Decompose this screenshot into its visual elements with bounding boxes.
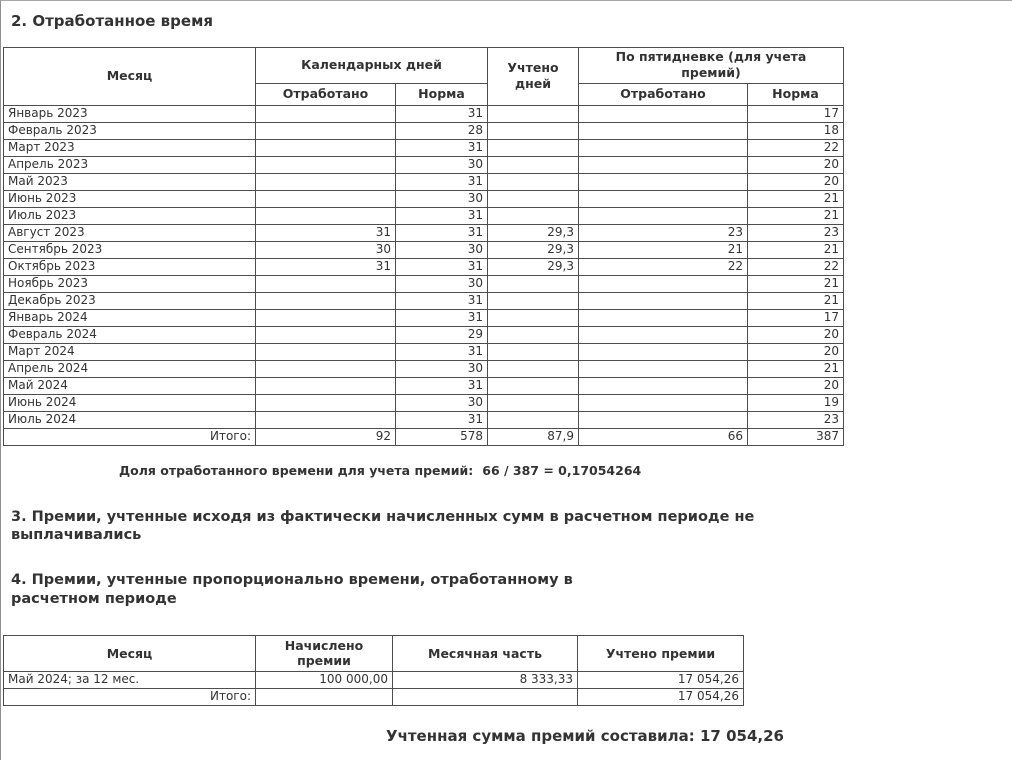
table-row <box>4 377 844 394</box>
table-row <box>4 411 844 428</box>
value-cell: 8 333,33 <box>393 671 578 688</box>
value-cell <box>256 156 396 173</box>
value-cell <box>256 309 396 326</box>
value-cell: 17 <box>748 309 844 326</box>
month-cell: Июнь 2023 <box>4 190 256 207</box>
share-label: Доля отработанного времени для учета премий: <box>119 462 474 478</box>
value-cell <box>256 394 396 411</box>
col-header-counted-days: Учтено дней <box>488 47 579 105</box>
value-cell: 23 <box>579 224 748 241</box>
col-header-five-day-group: По пятидневке (для учета премий) <box>579 47 844 83</box>
value-cell <box>256 360 396 377</box>
value-cell: 29 <box>396 326 488 343</box>
value-cell: 28 <box>396 122 488 139</box>
value-cell: 21 <box>748 275 844 292</box>
worked-time-table-body <box>4 105 844 428</box>
total-calendar-norm: 578 <box>396 428 488 445</box>
value-cell: 22 <box>748 139 844 156</box>
value-cell <box>488 275 579 292</box>
value-cell: 20 <box>748 326 844 343</box>
value-cell: 17 <box>748 105 844 122</box>
total-label: Итого: <box>4 428 256 445</box>
table-row <box>4 190 844 207</box>
total-accrued-bonus <box>256 688 393 705</box>
col-header-calendar-worked: Отработано <box>256 83 396 105</box>
value-cell: 20 <box>748 343 844 360</box>
table-row <box>4 326 844 343</box>
total-counted-days: 87,9 <box>488 428 579 445</box>
value-cell <box>488 411 579 428</box>
total-monthly-part <box>393 688 578 705</box>
col-header-five-worked: Отработано <box>579 83 748 105</box>
total-five-norm: 387 <box>748 428 844 445</box>
section3-title: 3. Премии, учтенные исходя из фактически начисленных сумм в расчетном периоде не выплачивались <box>11 508 755 544</box>
value-cell: 22 <box>748 258 844 275</box>
value-cell: 21 <box>748 292 844 309</box>
value-cell: 31 <box>396 411 488 428</box>
value-cell: 17 054,26 <box>578 671 744 688</box>
value-cell: 31 <box>396 309 488 326</box>
month-cell: Июль 2024 <box>4 411 256 428</box>
table-row <box>4 139 844 156</box>
worked-time-table <box>3 47 844 446</box>
value-cell: 31 <box>256 258 396 275</box>
table-row <box>4 275 844 292</box>
col-header-calendar-days-group: Календарных дней <box>256 47 488 83</box>
value-cell <box>579 275 748 292</box>
month-cell: Май 2024; за 12 мес. <box>4 671 256 688</box>
value-cell: 18 <box>748 122 844 139</box>
counted-bonus-total-line: Учтенная сумма премий составила: 17 054,26 <box>386 726 784 745</box>
table-row <box>4 241 844 258</box>
value-cell: 31 <box>396 292 488 309</box>
value-cell <box>488 139 579 156</box>
value-cell <box>488 207 579 224</box>
value-cell: 20 <box>748 156 844 173</box>
value-cell <box>256 105 396 122</box>
value-cell <box>579 326 748 343</box>
bonus-table-total <box>4 688 744 705</box>
value-cell: 21 <box>748 360 844 377</box>
value-cell: 23 <box>748 411 844 428</box>
value-cell: 31 <box>396 343 488 360</box>
value-cell: 31 <box>396 139 488 156</box>
value-cell: 20 <box>748 377 844 394</box>
month-cell: Октябрь 2023 <box>4 258 256 275</box>
value-cell <box>579 411 748 428</box>
table-row <box>4 207 844 224</box>
value-cell: 31 <box>396 377 488 394</box>
table-row <box>4 671 744 688</box>
value-cell <box>579 207 748 224</box>
value-cell: 30 <box>396 241 488 258</box>
value-cell <box>488 360 579 377</box>
month-cell: Май 2024 <box>4 377 256 394</box>
col-header-month: Месяц <box>4 47 256 105</box>
value-cell: 29,3 <box>488 241 579 258</box>
section4-title: 4. Премии, учтенные пропорционально времени, отработанному в расчетном периоде <box>11 572 573 608</box>
value-cell <box>256 275 396 292</box>
value-cell <box>579 190 748 207</box>
value-cell: 30 <box>396 360 488 377</box>
col-header-monthly-part: Месячная часть <box>393 635 578 671</box>
value-cell <box>579 309 748 326</box>
value-cell: 21 <box>748 207 844 224</box>
value-cell: 31 <box>396 207 488 224</box>
col-header-five-norm: Норма <box>748 83 844 105</box>
value-cell: 21 <box>579 241 748 258</box>
bonus-table <box>3 635 744 706</box>
month-cell: Июль 2023 <box>4 207 256 224</box>
table-row <box>4 394 844 411</box>
value-cell: 23 <box>748 224 844 241</box>
value-cell <box>256 343 396 360</box>
value-cell <box>579 156 748 173</box>
bonus-header-row <box>4 635 744 671</box>
table-row <box>4 258 844 275</box>
value-cell: 30 <box>396 190 488 207</box>
table-row <box>4 224 844 241</box>
value-cell <box>488 292 579 309</box>
value-cell <box>488 173 579 190</box>
month-cell: Март 2023 <box>4 139 256 156</box>
value-cell <box>579 122 748 139</box>
value-cell <box>488 309 579 326</box>
month-cell: Январь 2023 <box>4 105 256 122</box>
month-cell: Январь 2024 <box>4 309 256 326</box>
value-cell <box>579 292 748 309</box>
total-label: Итого: <box>4 688 256 705</box>
value-cell <box>256 190 396 207</box>
value-cell <box>579 105 748 122</box>
value-cell <box>256 326 396 343</box>
value-cell <box>488 190 579 207</box>
total-counted-bonus: 17 054,26 <box>578 688 744 705</box>
value-cell <box>579 377 748 394</box>
month-cell: Февраль 2023 <box>4 122 256 139</box>
table-row <box>4 156 844 173</box>
value-cell <box>256 139 396 156</box>
value-cell: 31 <box>396 258 488 275</box>
value-cell <box>488 377 579 394</box>
value-cell: 29,3 <box>488 224 579 241</box>
total-row <box>4 428 844 445</box>
month-cell: Август 2023 <box>4 224 256 241</box>
value-cell <box>256 122 396 139</box>
value-cell: 31 <box>396 224 488 241</box>
month-cell: Апрель 2024 <box>4 360 256 377</box>
value-cell: 31 <box>396 105 488 122</box>
value-cell <box>488 394 579 411</box>
value-cell: 22 <box>579 258 748 275</box>
value-cell <box>488 105 579 122</box>
value-cell <box>579 173 748 190</box>
value-cell: 31 <box>256 224 396 241</box>
worked-time-header-row-1 <box>4 47 844 83</box>
value-cell <box>256 411 396 428</box>
month-cell: Сентябрь 2023 <box>4 241 256 258</box>
worked-time-table-total <box>4 428 844 445</box>
value-cell: 19 <box>748 394 844 411</box>
bonus-table-body <box>4 671 744 688</box>
col-header-accrued-bonus: Начислено премии <box>256 635 393 671</box>
table-row <box>4 173 844 190</box>
col-header-calendar-norm: Норма <box>396 83 488 105</box>
table-row <box>4 343 844 360</box>
value-cell: 31 <box>396 173 488 190</box>
value-cell <box>579 139 748 156</box>
value-cell <box>488 122 579 139</box>
value-cell: 30 <box>396 394 488 411</box>
section-worked-time-title: 2. Отработанное время <box>11 12 213 30</box>
total-calendar-worked: 92 <box>256 428 396 445</box>
value-cell: 21 <box>748 190 844 207</box>
month-cell: Февраль 2024 <box>4 326 256 343</box>
value-cell: 30 <box>396 156 488 173</box>
month-cell: Декабрь 2023 <box>4 292 256 309</box>
share-value: 66 / 387 = 0,17054264 <box>482 462 642 478</box>
value-cell: 30 <box>396 275 488 292</box>
value-cell: 30 <box>256 241 396 258</box>
value-cell: 20 <box>748 173 844 190</box>
value-cell <box>579 360 748 377</box>
table-row <box>4 292 844 309</box>
value-cell <box>256 173 396 190</box>
value-cell <box>256 292 396 309</box>
value-cell: 100 000,00 <box>256 671 393 688</box>
table-row <box>4 105 844 122</box>
value-cell: 29,3 <box>488 258 579 275</box>
col-header-bonus-month: Месяц <box>4 635 256 671</box>
value-cell <box>488 326 579 343</box>
value-cell <box>256 207 396 224</box>
month-cell: Июнь 2024 <box>4 394 256 411</box>
value-cell <box>488 156 579 173</box>
value-cell <box>579 394 748 411</box>
month-cell: Апрель 2023 <box>4 156 256 173</box>
total-row <box>4 688 744 705</box>
table-row <box>4 360 844 377</box>
value-cell <box>256 377 396 394</box>
table-row <box>4 309 844 326</box>
table-row <box>4 122 844 139</box>
total-five-worked: 66 <box>579 428 748 445</box>
month-cell: Март 2024 <box>4 343 256 360</box>
col-header-counted-bonus: Учтено премии <box>578 635 744 671</box>
worked-time-share-line <box>119 463 1012 478</box>
month-cell: Ноябрь 2023 <box>4 275 256 292</box>
month-cell: Май 2023 <box>4 173 256 190</box>
value-cell <box>579 343 748 360</box>
value-cell <box>488 343 579 360</box>
value-cell: 21 <box>748 241 844 258</box>
